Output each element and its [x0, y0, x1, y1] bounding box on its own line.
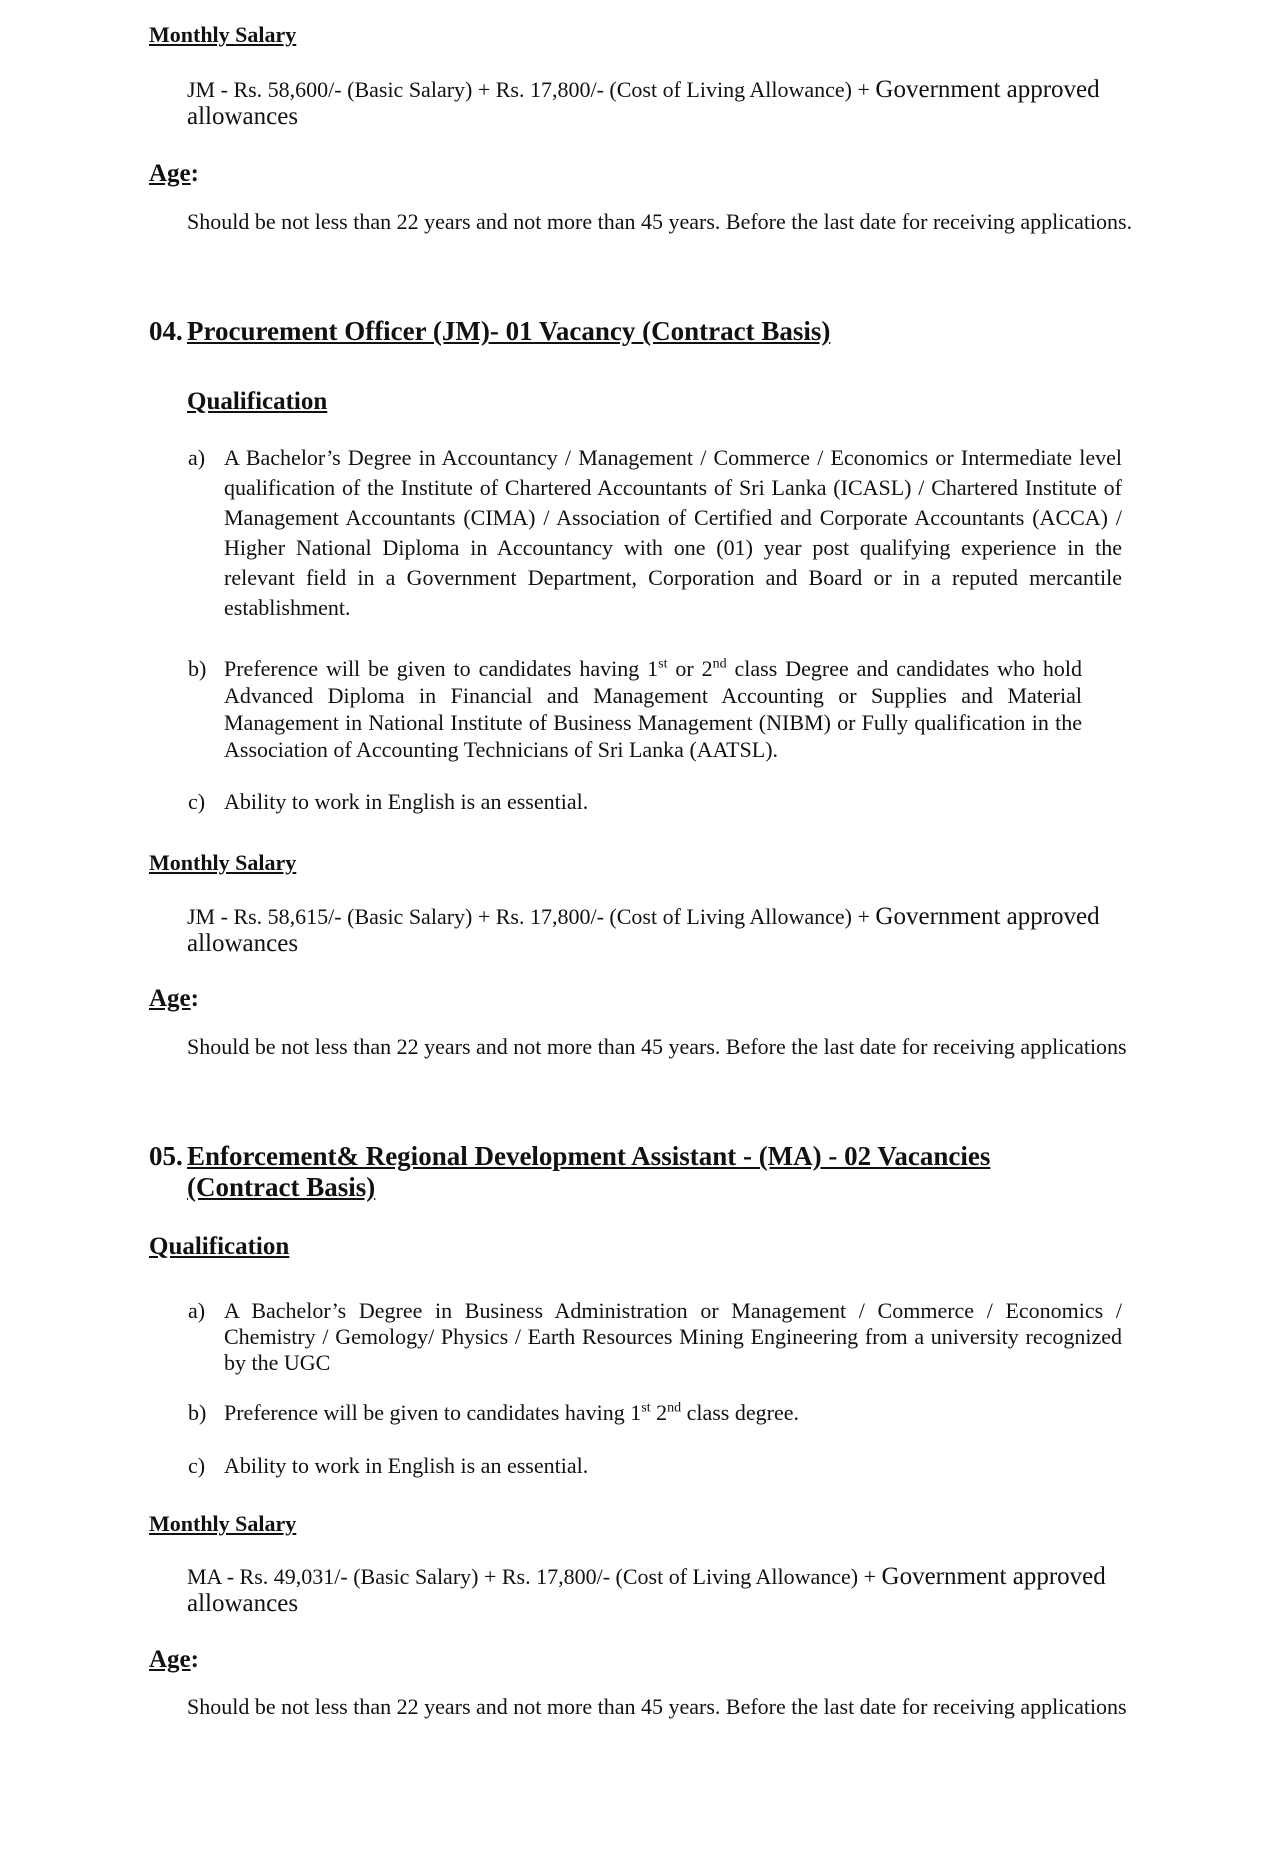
text-part: class degree. [681, 1400, 799, 1425]
superscript: nd [667, 1400, 682, 1416]
list-item [188, 443, 1122, 623]
salary-text-main: JM - Rs. 58,600/- (Basic Salary) + Rs. 17,800/- (Cost of Living Allowance) + [187, 77, 876, 102]
section-05-heading [149, 1141, 1147, 1203]
list-item-label: b) [188, 656, 207, 681]
age-heading [149, 985, 199, 1013]
age-heading [149, 1646, 199, 1674]
salary-text-main: MA - Rs. 49,031/- (Basic Salary) + Rs. 17,800/- (Cost of Living Allowance) + [187, 1564, 882, 1589]
salary-text-end: allowances [187, 1590, 299, 1617]
salary-text-main: JM - Rs. 58,615/- (Basic Salary) + Rs. 17,800/- (Cost of Living Allowance) + [187, 904, 876, 929]
age-text: Should be not less than 22 years and not more than 45 years. Before the last date for receiving applications [187, 1694, 1127, 1719]
list-item [188, 1398, 1122, 1428]
age-heading-label: Age [149, 160, 191, 187]
age-colon: : [190, 1646, 199, 1673]
list-item-label: a) [188, 1298, 206, 1323]
salary-text-tail: Government approved [875, 76, 1100, 103]
age-heading [149, 160, 199, 188]
age-heading-label: Age [149, 985, 191, 1012]
list-item-label: b) [188, 1400, 207, 1425]
age-colon: : [190, 160, 199, 187]
section-title-line1: Enforcement& Regional Development Assistant - (MA) - 02 Vacancies [187, 1141, 991, 1171]
salary-text-end: allowances [187, 930, 299, 957]
superscript: st [641, 1400, 651, 1416]
salary-text [187, 76, 1147, 130]
text-part: class Degree and candidates who hold Advanced Diploma in Financial and Management Accounting or Supplies and Material Management in National Institute of Business Management (NIBM) or Fully qualification in the Association of Accounting Technicians of Sri Lanka (AATSL). [224, 656, 1082, 762]
section-title: Procurement Officer (JM)- 01 Vacancy (Contract Basis) [187, 316, 831, 346]
list-item-text [224, 656, 1082, 762]
list-item [188, 787, 1122, 817]
list-item-text: A Bachelor’s Degree in Accountancy / Management / Commerce / Economics or Intermediate level qualification of the Institute of Chartered Accountants of Sri Lanka (ICASL) / Chartered Institute of Management Accountants (CIMA) / Association of Certified and Corporate Accountants (ACCA) / Higher National Diploma in Accountancy with one (01) year post qualifying experience in the relevant field in a Government Department, Corporation and Board or in a reputed mercantile establishment. [224, 445, 1122, 620]
salary-text-tail: Government approved [881, 1563, 1106, 1590]
age-heading-label: Age [149, 1646, 191, 1673]
age-colon: : [190, 985, 199, 1012]
list-item-label: c) [188, 789, 206, 814]
list-item-text: Ability to work in English is an essential. [224, 1453, 589, 1478]
salary-text [187, 1563, 1147, 1617]
list-item-label: c) [188, 1453, 206, 1478]
list-item [188, 655, 1082, 763]
section-title-line2: (Contract Basis) [187, 1172, 376, 1202]
section-number: 05. [149, 1141, 183, 1171]
age-text: Should be not less than 22 years and not more than 45 years. Before the last date for receiving applications [187, 1034, 1127, 1059]
section-number: 04. [149, 316, 183, 346]
monthly-salary-heading: Monthly Salary [149, 1511, 297, 1536]
monthly-salary-heading: Monthly Salary [149, 22, 297, 47]
list-item-text [224, 1400, 799, 1425]
list-item-text: Ability to work in English is an essential. [224, 789, 589, 814]
text-part: Preference will be given to candidates having 1 [224, 1400, 642, 1425]
text-part: or 2 [667, 656, 713, 681]
qualification-heading: Qualification [187, 388, 328, 415]
text-part: Preference will be given to candidates having 1 [224, 656, 659, 681]
monthly-salary-heading: Monthly Salary [149, 850, 297, 875]
text-part: 2 [650, 1400, 668, 1425]
salary-text-tail: Government approved [875, 903, 1100, 930]
list-item [188, 1451, 1122, 1481]
salary-text-end: allowances [187, 103, 299, 130]
list-item-label: a) [188, 445, 206, 470]
salary-text [187, 903, 1147, 957]
section-04-heading [149, 316, 1147, 347]
age-text: Should be not less than 22 years and not more than 45 years. Before the last date for receiving applications. [187, 209, 1133, 234]
qualification-heading: Qualification [149, 1233, 290, 1260]
list-item [188, 1298, 1122, 1376]
superscript: nd [712, 656, 727, 672]
superscript: st [658, 656, 668, 672]
list-item-text: A Bachelor’s Degree in Business Administration or Management / Commerce / Economics / Chemistry / Gemology/ Physics / Earth Resources Mining Engineering from a university recognized by the UGC [224, 1298, 1122, 1375]
